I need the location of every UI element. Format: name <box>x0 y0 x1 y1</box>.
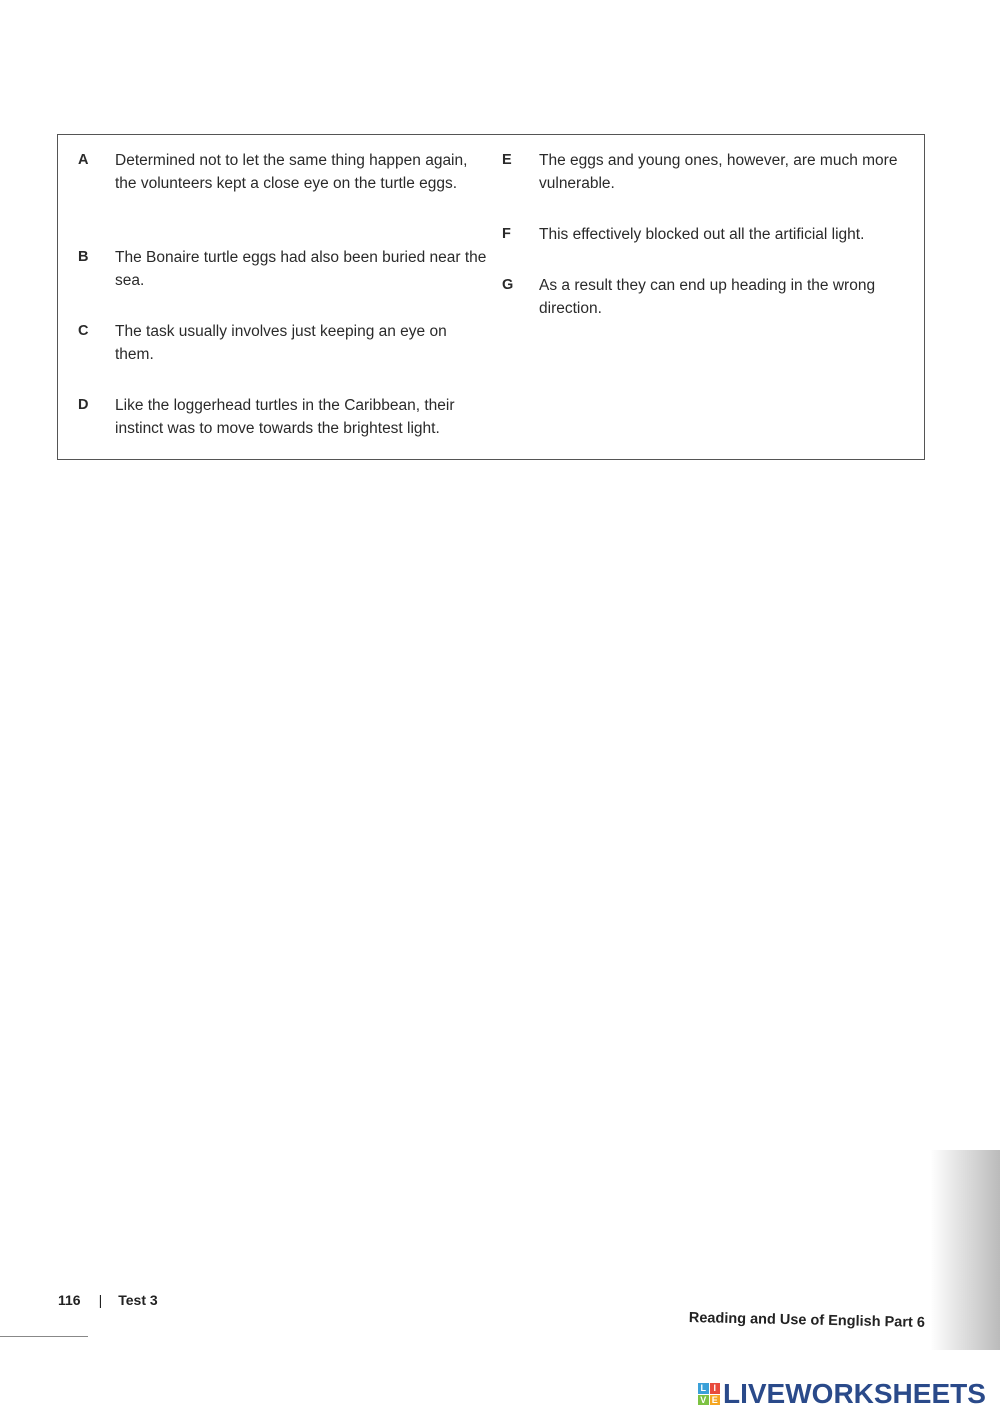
logo-letter: L <box>698 1383 709 1394</box>
test-label: Test 3 <box>118 1292 158 1308</box>
option-text: Like the loggerhead turtles in the Caribbean, their instinct was to move towards the brightest light. <box>115 397 455 437</box>
page-number: 116 <box>58 1292 81 1308</box>
options-box <box>57 134 925 460</box>
option-letter: A <box>78 152 89 168</box>
section-label: Reading and Use of English Part 6 <box>688 1310 926 1331</box>
logo-letter: E <box>710 1395 721 1406</box>
logo-letter: I <box>710 1383 721 1394</box>
option-text: The task usually involves just keeping an eye on them. <box>115 323 447 363</box>
option-text: The Bonaire turtle eggs had also been buried near the sea. <box>115 249 487 289</box>
option-letter: G <box>502 277 514 293</box>
option-letter: D <box>78 397 89 413</box>
option-letter: E <box>502 152 512 168</box>
option-text: As a result they can end up heading in the wrong direction. <box>539 277 876 317</box>
liveworksheets-logo-icon <box>698 1383 720 1405</box>
liveworksheets-brand[interactable] <box>698 1377 986 1411</box>
logo-letter: V <box>698 1395 709 1406</box>
footer-separator: | <box>98 1292 103 1308</box>
page-edge-shadow <box>930 1150 1000 1350</box>
option-letter: F <box>502 226 511 242</box>
brand-name: LIVEWORKSHEETS <box>723 1378 986 1409</box>
option-letter: C <box>78 323 89 339</box>
option-text: This effectively blocked out all the artificial light. <box>539 226 865 243</box>
footer-page-info <box>58 1292 158 1308</box>
footer-rule <box>0 1336 88 1337</box>
option-letter: B <box>78 249 89 265</box>
option-text: Determined not to let the same thing happen again, the volunteers kept a close eye on the turtle eggs. <box>115 152 468 192</box>
option-text: The eggs and young ones, however, are much more vulnerable. <box>539 152 898 192</box>
